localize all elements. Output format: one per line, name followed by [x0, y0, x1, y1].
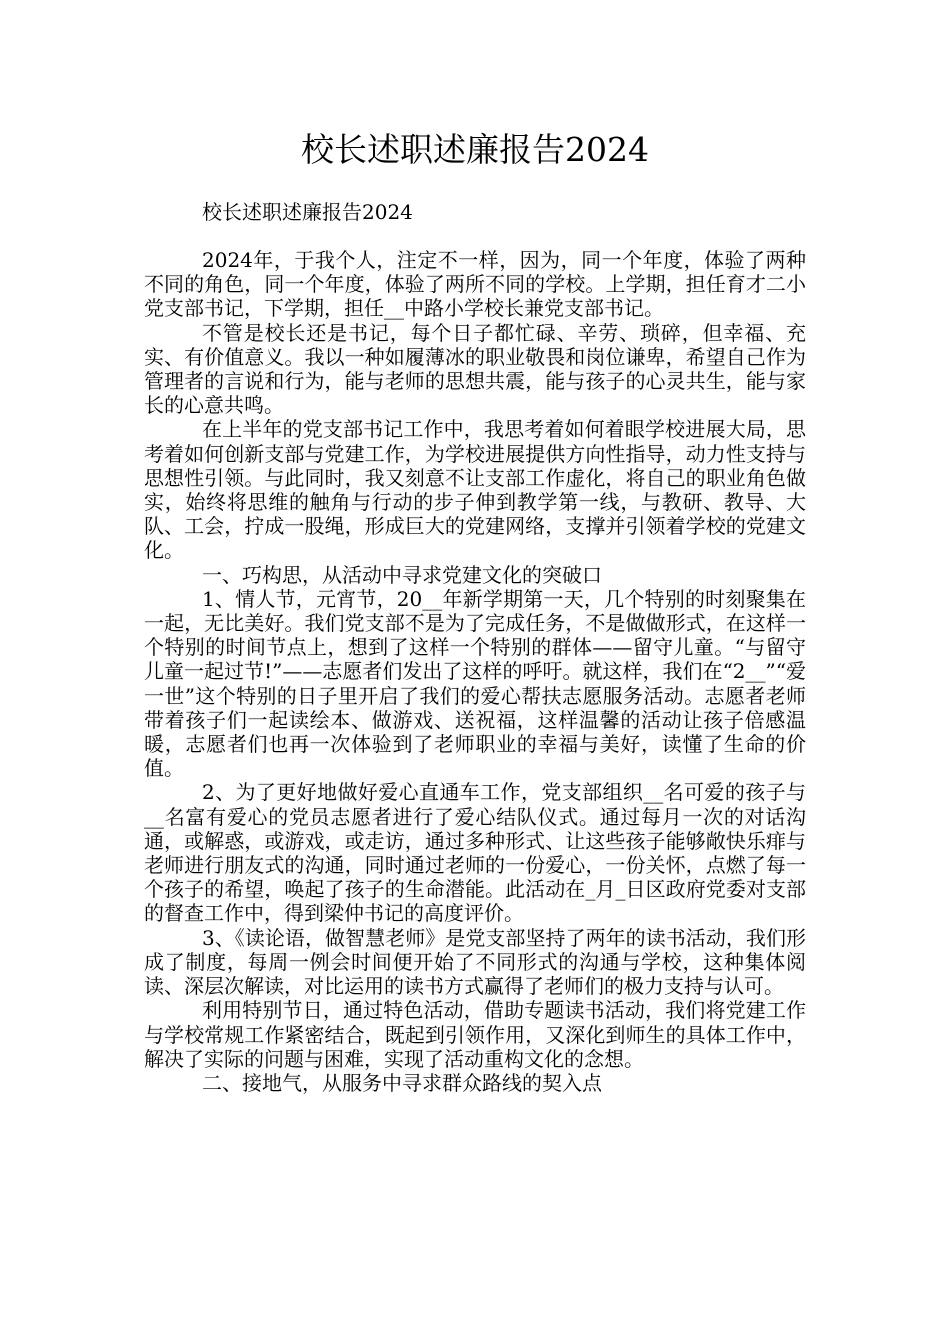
paragraph: 2、为了更好地做好爱心直通车工作，党支部组织__名可爱的孩子与__名富有爱心的党员志愿者进行了爱心结队仪式。通过每月一次的对话沟通，或解惑，或游戏，或走访，通过多种形式、让这些孩子能够敞快乐痱与老师进行朋友式的沟通，同时通过老师的一份爱心，一份关怀，点燃了每一个孩子的希望，唤起了孩子的生命潜能。此活动在_月_日区政府党委对支部的督查工作中，得到梁仲书记的高度评价。 [144, 780, 806, 926]
document-title: 校长述职述廉报告2024 [301, 130, 649, 169]
section-heading: 二、接地气，从服务中寻求群众路线的契入点 [202, 1070, 602, 1095]
paragraph: 在上半年的党支部书记工作中，我思考着如何着眼学校进展大局，思考着如何创新支部与党建工作，为学校进展提供方向性指导，动力性支持与思想性引领。与此同时，我又刻意不让支部工作虚化，将自己的职业角色做实，始终将思维的触角与行动的步子伸到教学第一线，与教研、教导、大队、工会，拧成一股绳，形成巨大的党建网络，支撑并引领着学校的党建文化。 [144, 417, 806, 563]
paragraph: 利用特别节日，通过特色活动，借助专题读书活动，我们将党建工作与学校常规工作紧密结合，既起到引领作用，又深化到师生的具体工作中，解决了实际的问题与困难，实现了活动重构文化的念想。 [144, 998, 806, 1071]
paragraph: 不管是校长还是书记，每个日子都忙碌、辛劳、琐碎，但幸福、充实、有价值意义。我以一种如履薄冰的职业敬畏和岗位谦卑，希望自己作为管理者的言说和行为，能与老师的思想共震，能与孩子的心灵共生，能与家长的心意共鸣。 [144, 320, 806, 418]
section-heading: 一、巧构思，从活动中寻求党建文化的突破口 [202, 562, 602, 587]
paragraph: 2024年，于我个人，注定不一样，因为，同一个年度，体验了两种不同的角色，同一个年度，体验了两所不同的学校。上学期，担任育才二小党支部书记，下学期，担任__中路小学校长兼党支部书记。 [144, 248, 806, 321]
paragraph: 3、《读论语，做智慧老师》是党支部坚持了两年的读书活动，我们形成了制度，每周一例会时间便开始了不同形式的沟通与学校，这种集体阅读、深层次解读，对比运用的读书方式赢得了老师们的极力支持与认可。 [144, 925, 806, 999]
document-body [144, 248, 806, 1095]
document-subtitle: 校长述职述廉报告2024 [202, 200, 413, 224]
paragraph: 1、情人节，元宵节，20__年新学期第一天，几个特别的时刻聚集在一起，无比美好。我们党支部不是为了完成任务，不是做做形式，在这样一个特别的时间节点上，想到了这样一个特别的群体——留守儿童。“与留守儿童一起过节!”——志愿者们发出了这样的呼吁。就这样，我们在“2__”“爱一世”这个特别的日子里开启了我们的爱心帮扶志愿服务活动。志愿者老师带着孩子们一起读绘本、做游戏、送祝福，这样温馨的活动让孩子倍感温暖，志愿者们也再一次体验到了老师职业的幸福与美好，读懂了生命的价值。 [144, 586, 806, 781]
